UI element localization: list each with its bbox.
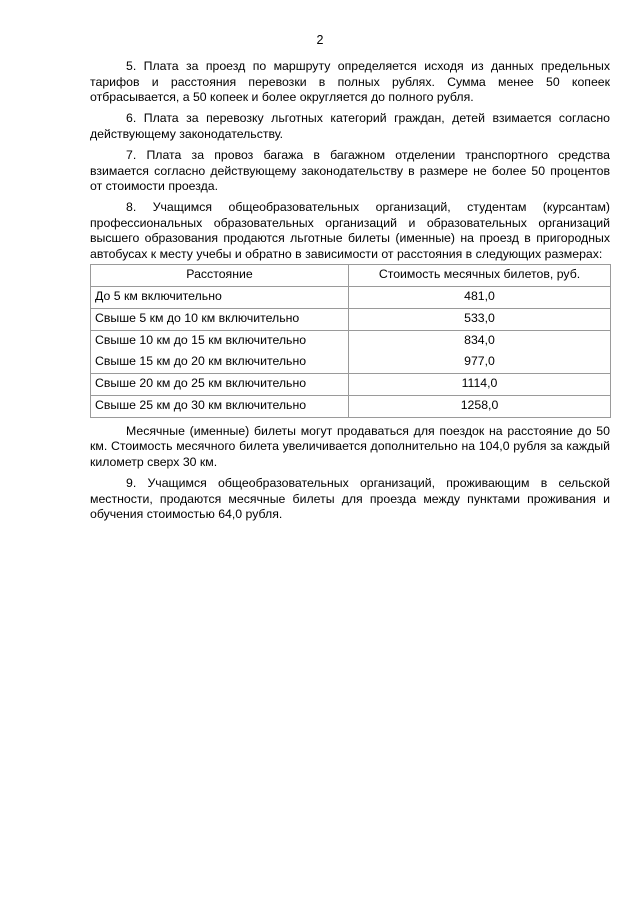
table-cell-distance: Свыше 15 км до 20 км включительно bbox=[91, 352, 349, 374]
table-cell-price: 1114,0 bbox=[349, 373, 611, 395]
table-row bbox=[91, 373, 611, 395]
table-header-row bbox=[91, 264, 611, 286]
table-cell-price: 834,0 bbox=[349, 330, 611, 352]
table-header-price: Стоимость месячных билетов, руб. bbox=[349, 264, 611, 286]
table-row bbox=[91, 352, 611, 374]
table-cell-price: 481,0 bbox=[349, 286, 611, 308]
table-cell-price: 977,0 bbox=[349, 352, 611, 374]
table-cell-distance: До 5 км включительно bbox=[91, 286, 349, 308]
table-cell-price: 1258,0 bbox=[349, 395, 611, 417]
table-cell-distance: Свыше 5 км до 10 км включительно bbox=[91, 308, 349, 330]
table-cell-distance: Свыше 20 км до 25 км включительно bbox=[91, 373, 349, 395]
table-header-distance: Расстояние bbox=[91, 264, 349, 286]
table-row bbox=[91, 286, 611, 308]
paragraph-5: 5. Плата за проезд по маршруту определяется исходя из данных предельных тарифов и расстояния перевозки в полных рублях. Сумма менее 50 копеек отбрасывается, а 50 копеек и более округляется до полного рубля. bbox=[90, 59, 610, 105]
page-number: 2 bbox=[316, 33, 324, 47]
table-cell-distance: Свыше 25 км до 30 км включительно bbox=[91, 395, 349, 417]
table-row bbox=[91, 330, 611, 352]
paragraph-9: 9. Учащимся общеобразовательных организаций, проживающим в сельской местности, продаются месячные билеты для проезда между пунктами проживания и обучения стоимостью 64,0 рубля. bbox=[90, 475, 610, 522]
table-cell-distance: Свыше 10 км до 15 км включительно bbox=[91, 330, 349, 352]
table-row bbox=[91, 308, 611, 330]
document-body bbox=[90, 59, 610, 528]
paragraph-7: 7. Плата за провоз багажа в багажном отделении транспортного средства взимается согласно действующему законодательству в размере не более 50 процентов от стоимости проезда. bbox=[90, 147, 610, 194]
paragraph-6: 6. Плата за перевозку льготных категорий граждан, детей взимается согласно действующему законодательству. bbox=[90, 111, 610, 141]
paragraph-monthly-tickets: Месячные (именные) билеты могут продаваться для поездок на расстояние до 50 км. Стоимость месячного билета увеличивается дополнительно на 104,0 рубля за каждый километр сверх 30 км. bbox=[90, 423, 610, 469]
ticket-price-table bbox=[90, 264, 611, 418]
table-cell-price: 533,0 bbox=[349, 308, 611, 330]
paragraph-8: 8. Учащимся общеобразовательных организаций, студентам (курсантам) профессиональных образовательных организаций и образовательных организаций высшего образования продаются льготные билеты (именные) на проезд в пригородных автобусах к месту учебы и обратно в зависимости от расстояния в следующих размерах: bbox=[90, 200, 610, 262]
table-row bbox=[91, 395, 611, 417]
